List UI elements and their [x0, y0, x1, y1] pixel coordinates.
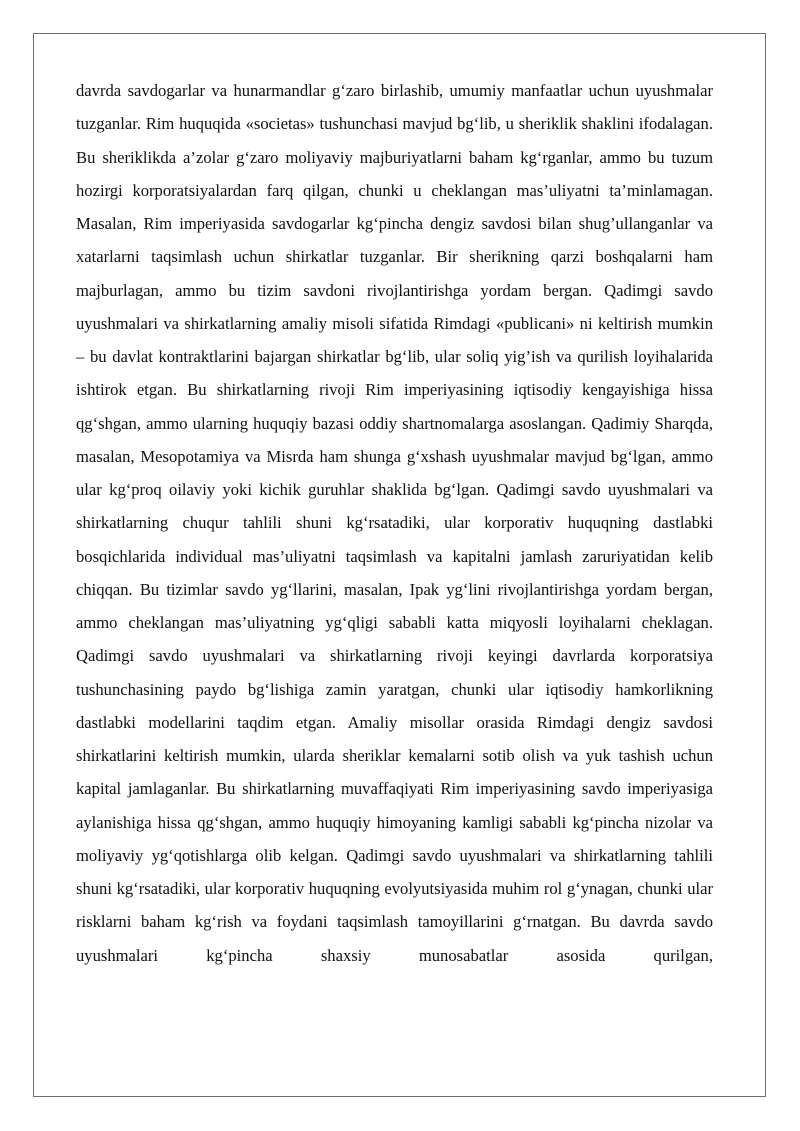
body-paragraph: davrda savdogarlar va hunarmandlar g‘zaro birlashib, umumiy manfaatlar uchun uyushmalar tuzganlar. Rim huquqida «societas» tushunchasi mavjud bg‘lib, u sheriklik shaklini ifodalagan. Bu sheriklikda a’zolar g‘zaro moliyaviy majburiyatlarni baham kg‘rganlar, ammo bu tuzum hozirgi korporatsiyalardan farq qilgan, chunki u cheklangan mas’uliyatni ta’minlamagan. Masalan, Rim imperiyasida savdogarlar kg‘pincha dengiz savdosi bilan shug’ullanganlar va xatarlarni taqsimlash uchun shirkatlar tuzganlar. Bir sherikning qarzi boshqalarni ham majburlagan, ammo bu tizim savdoni rivojlantirishga yordam bergan. Qadimgi savdo uyushmalari va shirkatlarning amaliy misoli sifatida Rimdagi «publicani» ni keltirish mumkin – bu davlat kontraktlarini bajargan shirkatlar bg‘lib, ular soliq yig’ish va qurilish loyihalarida ishtirok etgan. Bu shirkatlarning rivoji Rim imperiyasining iqtisodiy kengayishiga hissa qg‘shgan, ammo ularning huquqiy bazasi oddiy shartnomalarga asoslangan. Qadimiy Sharqda, masalan, Mesopotamiya va Misrda ham shunga g‘xshash uyushmalar mavjud bg‘lgan, ammo ular kg‘proq oilaviy yoki kichik guruhlar shaklida bg‘lgan. Qadimgi savdo uyushmalari va shirkatlarning chuqur tahlili shuni kg‘rsatadiki, ular korporativ huquqning dastlabki bosqichlarida individual mas’uliyatni taqsimlash va kapitalni jamlash zaruriyatidan kelib chiqqan. Bu tizimlar savdo yg‘llarini, masalan, Ipak yg‘lini rivojlantirishga yordam bergan, ammo cheklangan mas’uliyatning yg‘qligi sababli katta miqyosli loyihalarni cheklagan. Qadimgi savdo uyushmalari va shirkatlarning rivoji keyingi davrlarda korporatsiya tushunchasining paydo bg‘lishiga zamin yaratgan, chunki ular iqtisodiy hamkorlikning dastlabki modellarini taqdim etgan. Amaliy misollar orasida Rimdagi dengiz savdosi shirkatlarini keltirish mumkin, ularda sheriklar kemalarni sotib olish va yuk tashish uchun kapital jamlaganlar. Bu shirkatlarning muvaffaqiyati Rim imperiyasining savdo imperiyasiga aylanishiga hissa qg‘shgan, ammo huquqiy himoyaning kamligi sababli kg‘pincha nizolar va moliyaviy yg‘qotishlarga olib kelgan. Qadimgi savdo uyushmalari va shirkatlarning tahlili shuni kg‘rsatadiki, ular korporativ huquqning evolyutsiyasida muhim rol g‘ynagan, chunki ular risklarni baham kg‘rish va foydani taqsimlash tamoyillarini g‘rnatgan. Bu davrda savdo uyushmalari kg‘pincha shaxsiy munosabatlar asosida qurilgan, — [76, 81, 713, 965]
